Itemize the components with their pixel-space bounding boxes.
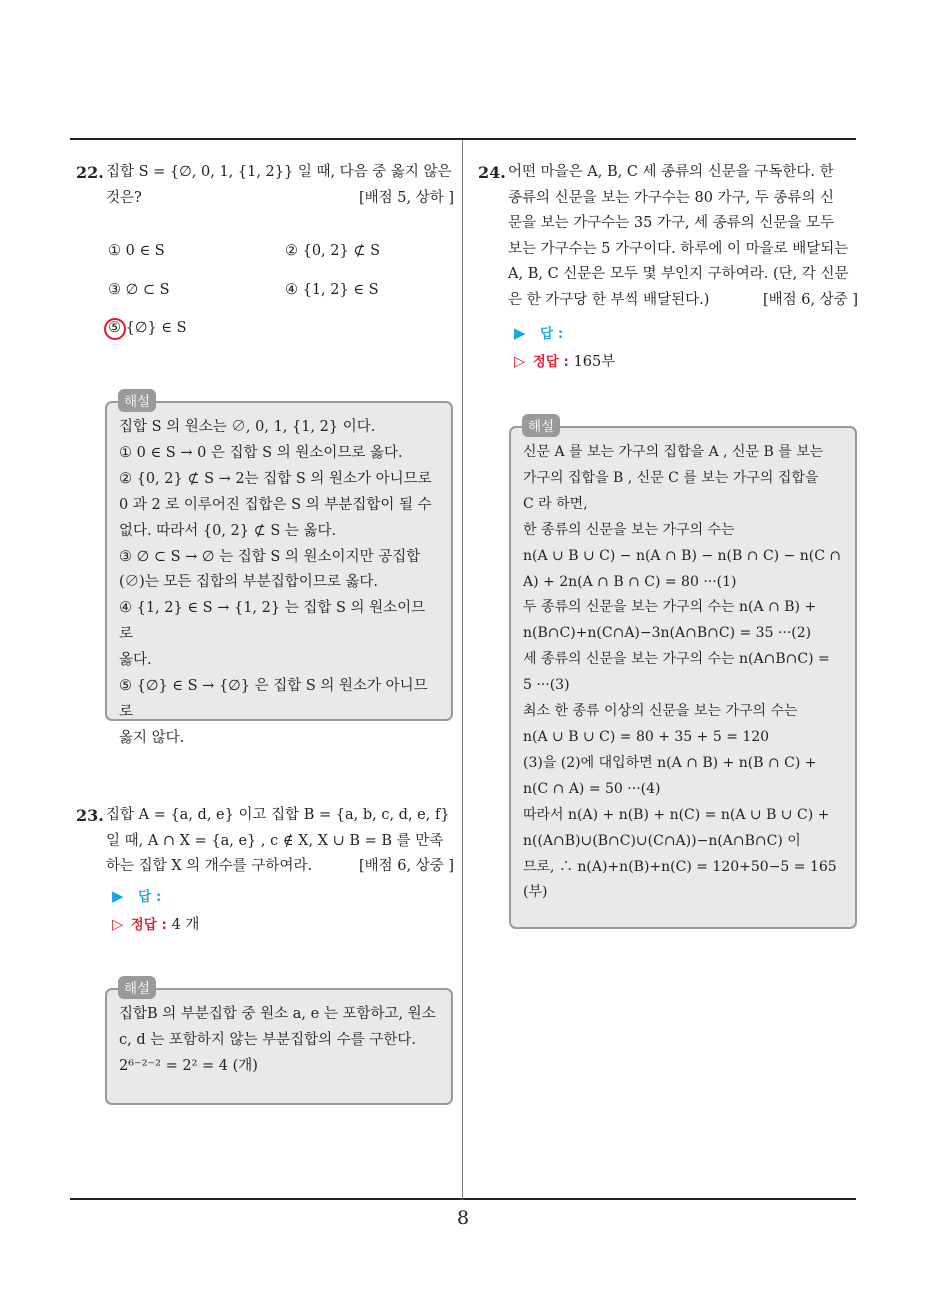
stem-line: 집합 S = {∅, 0, 1, {1, 2}} 일 때, 다음 중 옳지 않은 [106,164,452,180]
explanation-line: 므로, ∴ n(A)+n(B)+n(C) = 120+50−5 = 165 [523,858,837,875]
question-24 [478,160,858,313]
column-divider [462,140,463,1200]
answer-line-24 [514,322,563,342]
correct-label: 정답 : [130,917,167,933]
question-stem [106,160,454,211]
answer-label: 답 : [540,326,564,342]
correct-line-24 [514,350,615,371]
question-stem [508,160,858,313]
answer-line-23 [112,885,161,905]
explanation-line: 0 과 2 로 이루어진 집합은 S 의 부분집합이 될 수 [119,496,432,513]
explanation-line: 두 종류의 신문을 보는 가구의 수는 n(A ∩ B) + [523,599,817,616]
stem-line: 은 한 가구당 한 부씩 배달된다.) [508,291,710,308]
explanation-box-22 [105,401,453,746]
explanation-line: c, d 는 포함하지 않는 부분집합의 수를 구한다. [119,1031,417,1048]
explanation-tag: 해설 [118,976,156,999]
stem-line: 하는 집합 X 의 개수를 구하여라. [106,858,313,874]
correct-label: 정답 : [532,354,569,370]
stem-line-3 [106,854,454,880]
choice-5: ⑤ {∅} ∈ S [108,320,187,336]
explanation-line: (부) [523,884,548,901]
score-meta: [배점 5, 상하 ] [358,189,454,206]
score-meta: [배점 6, 상중 ] [358,858,454,874]
top-rule [70,138,856,140]
explanation-line: 최소 한 종류 이상의 신문을 보는 가구의 수는 [523,703,798,720]
explanation-line: ④ {1, 2} ∈ S → {1, 2} 는 집합 S 의 원소이므로 [119,600,426,643]
explanation-line: A) + 2n(A ∩ B ∩ C) = 80 ···(1) [523,573,737,590]
explanation-line: C 라 하면, [523,495,588,512]
explanation-line: ② {0, 2} ⊄ S → 2는 집합 S 의 원소가 아니므로 [119,470,432,487]
question-number: 23. [76,806,104,825]
correct-line-23 [112,913,199,934]
choice-3: ③ ∅ ⊂ S [108,282,170,298]
stem-line: 집합 A = {a, d, e} 이고 집합 B = {a, b, c, d, e, f} [106,807,450,823]
explanation-line: 가구의 집합을 B , 신문 C 를 보는 가구의 집합을 [523,469,819,486]
explanation-line: 2⁶⁻²⁻² = 2² = 4 (개) [119,1057,258,1074]
stem-line: 것은? [106,189,142,206]
question-stem [106,803,454,880]
stem-line: A, B, C 신문은 모두 몇 부인지 구하여라. (단, 각 신문 [508,266,849,282]
stem-line-6 [508,288,858,314]
triangle-outline-icon: ▷ [514,354,526,370]
explanation-line: n(C ∩ A) = 50 ···(4) [523,780,661,797]
stem-line: 일 때, A ∩ X = {a, e} , c ∉ X, X ∪ B = B 를 만족 [106,832,444,849]
triangle-outline-icon: ▷ [112,917,124,933]
explanation-tag: 해설 [118,389,156,412]
play-icon: ▶ [112,887,124,905]
question-number: 22. [76,163,104,182]
explanation-line: 5 ···(3) [523,677,570,694]
explanation-line: 세 종류의 신문을 보는 가구의 수는 n(A∩B∩C) = [523,651,830,668]
question-23 [76,803,454,880]
explanation-line: 옳다. [119,652,152,669]
score-meta: [배점 6, 상중 ] [762,291,858,308]
explanation-tag: 해설 [522,414,560,437]
choice-1: ① 0 ∈ S [108,243,165,259]
question-22 [76,160,454,211]
explanation-line: n(A ∪ B ∪ C) = 80 + 35 + 5 = 120 [523,728,770,745]
explanation-box-24 [509,426,857,929]
choice-4: ④ {1, 2} ∈ S [285,282,379,298]
correct-value: 165부 [573,354,616,370]
answer-label: 답 : [138,889,162,905]
bottom-rule [70,1198,856,1200]
play-icon: ▶ [514,324,526,342]
explanation-line: 신문 A 를 보는 가구의 집합을 A , 신문 B 를 보는 [523,444,824,460]
explanation-line: 집합B 의 부분집합 중 원소 a, e 는 포함하고, 원소 [119,1006,436,1022]
explanation-line: (∅)는 모든 집합의 부분집합이므로 옳다. [119,574,378,591]
page-number: 8 [456,1207,470,1229]
explanation-line: 집합 S 의 원소는 ∅, 0, 1, {1, 2} 이다. [119,419,376,435]
explanation-line: 없다. 따라서 {0, 2} ⊄ S 는 옳다. [119,522,337,539]
explanation-line: n(B∩C)+n(C∩A)−3n(A∩B∩C) = 35 ···(2) [523,625,812,642]
explanation-line: (3)을 (2)에 대입하면 n(A ∩ B) + n(B ∩ C) + [523,754,817,771]
stem-line: 보는 가구수는 5 가구이다. 하루에 이 마을로 배달되는 [508,240,849,257]
explanation-box-23 [105,988,453,1105]
stem-line: 문을 보는 가구수는 35 가구, 세 종류의 신문을 모두 [508,215,835,231]
explanation-line: 따라서 n(A) + n(B) + n(C) = n(A ∪ B ∪ C) + [523,806,830,823]
explanation-line: n((A∩B)∪(B∩C)∪(C∩A))−n(A∩B∩C) 이 [523,832,801,849]
explanation-line: ① 0 ∈ S → 0 은 집합 S 의 원소이므로 옳다. [119,444,403,461]
explanation-line: 한 종류의 신문을 보는 가구의 수는 [523,521,735,538]
explanation-line: ③ ∅ ⊂ S → ∅ 는 집합 S 의 원소이지만 공집합 [119,548,421,565]
stem-line-2 [106,186,454,212]
explanation-line: ⑤ {∅} ∈ S → {∅} 은 집합 S 의 원소가 아니므로 [119,678,428,720]
question-number: 24. [478,163,506,182]
correct-value: 4 개 [171,917,200,933]
explanation-line: 옳지 않다. [119,729,185,746]
explanation-line: n(A ∪ B ∪ C) − n(A ∩ B) − n(B ∩ C) − n(C ∩ [523,547,842,564]
choice-2: ② {0, 2} ⊄ S [285,243,381,259]
stem-line: 종류의 신문을 보는 가구수는 80 가구, 두 종류의 신 [508,189,835,206]
stem-line: 어떤 마을은 A, B, C 세 종류의 신문을 구독한다. 한 [508,164,834,180]
